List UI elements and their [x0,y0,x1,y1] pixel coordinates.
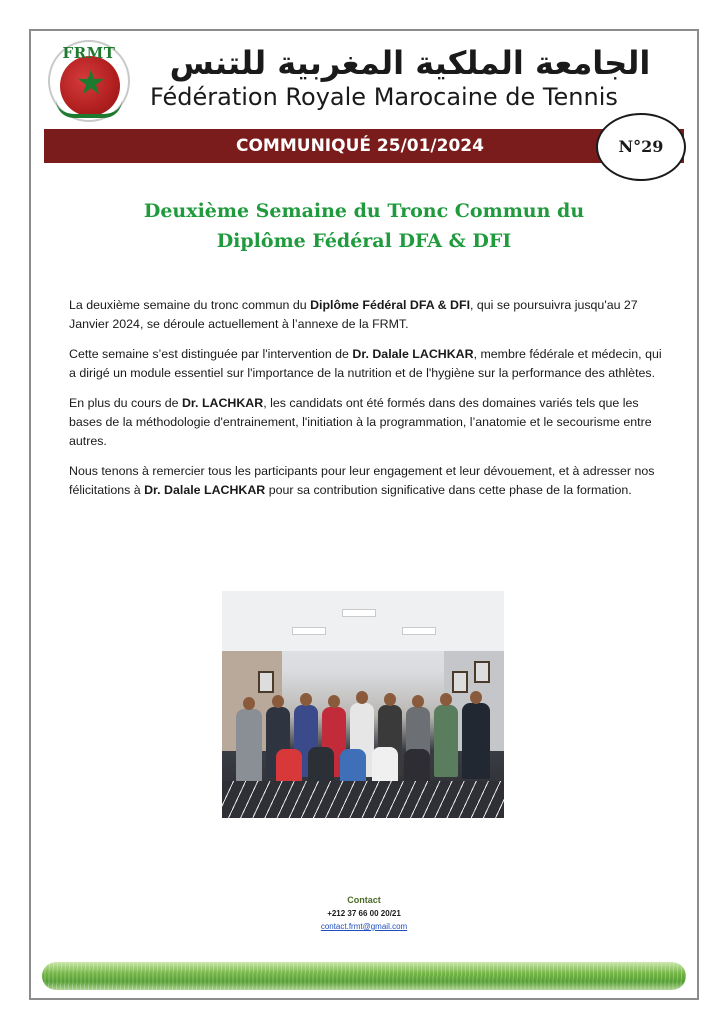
article-headline [100,196,628,256]
grass-footer-decoration [42,962,686,990]
paragraph-4 [69,462,669,500]
photo-ceiling-light [292,627,326,635]
person-head [470,691,482,704]
paragraph-4-bold: Dr. Dalale LACHKAR [144,483,266,497]
paragraph-3 [69,394,669,451]
paragraph-1-bold: Diplôme Fédéral DFA & DFI [310,298,471,312]
contact-title: Contact [347,895,381,905]
page-frame [29,29,699,1000]
person [308,747,334,785]
paragraph-3-text-end: , les candidats ont été formés dans des domaines variés tels que les bases de la méthodologie d'entrainement, l'initiation à la programmation, l’anatomie et le secourisme entre autres. [69,396,652,448]
paragraph-4-text: Nous tenons à remercier tous les participants pour leur engagement et leur dévouement, et à adresser nos félicitations à [69,464,655,497]
contact-block [264,893,464,933]
photo-ceiling-light [342,609,376,617]
person-head [356,691,368,704]
headline-line-2: Diplôme Fédéral DFA & DFI [216,230,512,252]
contact-email-link[interactable]: contact.frmt@gmail.com [320,922,408,931]
federation-title-french: Fédération Royale Marocaine de Tennis [150,83,618,111]
article-body [69,296,669,511]
paragraph-1-text-end: , qui se poursuivra jusqu'au 27 Janvier 2024, se déroule actuellement à l’annexe de la FRMT. [69,298,638,331]
federation-title-arabic: الجامعة الملكية المغربية للتنس [169,44,651,82]
person-head [440,693,452,706]
paragraph-3-text: En plus du cours de [69,396,182,410]
person-head [243,697,255,710]
communique-number-badge: N°29 [596,113,686,181]
person [372,747,398,785]
communique-label: COMMUNIQUÉ 25/01/2024 [236,136,484,156]
group-photo-icon [222,591,504,818]
logo-text: FRMT [62,44,116,62]
person-head [384,693,396,706]
logo-swoosh [56,100,122,118]
person-head [412,695,424,708]
person [434,705,458,777]
photo-ceiling [222,591,504,651]
photo-ceiling-light [402,627,436,635]
communique-banner [44,129,684,163]
logo-star-icon: ★ [75,63,107,103]
paragraph-1-text: La deuxième semaine du tronc commun du [69,298,311,312]
headline-line-1: Deuxième Semaine du Tronc Commun du [143,200,585,222]
photo-floor [222,781,504,818]
person-head [328,695,340,708]
person-head [272,695,284,708]
frmt-logo-icon [48,40,130,122]
person [276,749,302,785]
paragraph-2 [69,345,669,383]
person [404,749,430,785]
paragraph-2-bold: Dr. Dalale LACHKAR [352,347,474,361]
person [462,703,490,779]
photo-wall-frame [474,661,490,683]
paragraph-2-text-end: , membre fédérale et médecin, qui a dirigé un module essentiel sur l'importance de la nutrition et de l'hygiène sur la performance des athlètes. [69,347,662,380]
paragraph-3-bold: Dr. LACHKAR [181,396,264,410]
contact-phone: +212 37 66 00 20/21 [327,909,401,918]
person-head [300,693,312,706]
paragraph-4-text-end: pour sa contribution significative dans cette phase de la formation. [265,483,632,497]
person [340,749,366,785]
person [236,709,262,783]
paragraph-2-text: Cette semaine s’est distinguée par l'intervention de [69,347,353,361]
paragraph-1 [69,296,669,334]
